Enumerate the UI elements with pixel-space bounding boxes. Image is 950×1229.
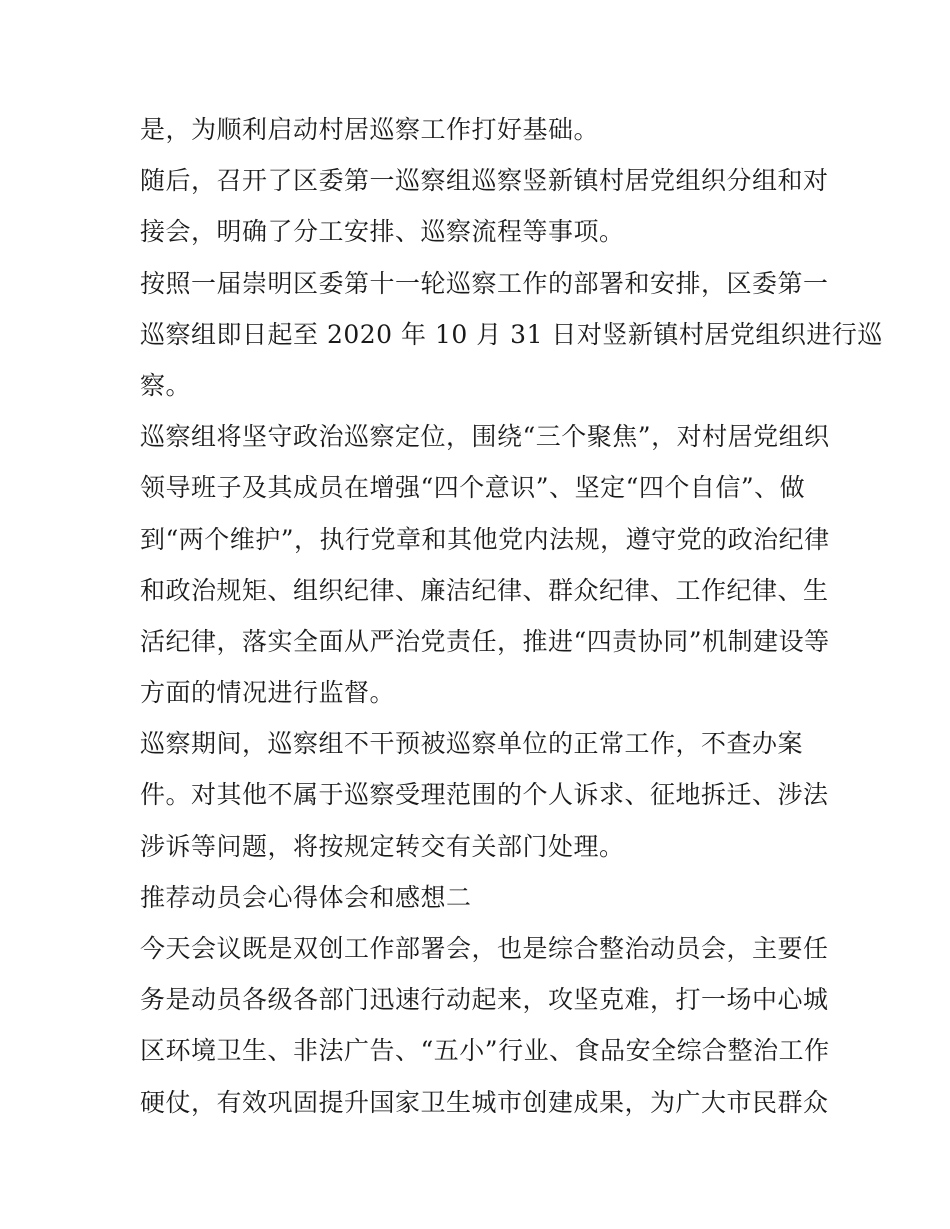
text-line: 区环境卫生、非法广告、“五小”行业、食品安全综合整治工作 (140, 1036, 830, 1066)
text-line: 活纪律，落实全面从严治党责任，推进“四责协同”机制建设等 (140, 626, 830, 656)
text-line: 务是动员各级各部门迅速行动起来，攻坚克难，打一场中心城 (140, 985, 829, 1015)
text-line: 巡察组即日起至 2020 年 10 月 31 日对竖新镇村居党组织进行巡 (140, 319, 883, 349)
text-line: 件。对其他不属于巡察受理范围的个人诉求、征地拆迁、涉法 (140, 780, 829, 810)
document-body (140, 104, 883, 1128)
text-line: 方面的情况进行监督。 (140, 678, 396, 708)
text-line: 巡察组将坚守政治巡察定位，围绕“三个聚焦”，对村居党组织 (140, 422, 830, 452)
text-line: 按照一届崇明区委第十一轮巡察工作的部署和安排，区委第一 (140, 268, 829, 298)
text-line: 涉诉等问题，将按规定转交有关部门处理。 (140, 831, 625, 861)
text-line: 接会，明确了分工安排、巡察流程等事项。 (140, 217, 625, 247)
text-line: 到“两个维护”，执行党章和其他党内法规，遵守党的政治纪律 (140, 524, 830, 554)
text-line: 今天会议既是双创工作部署会，也是综合整治动员会，主要任 (140, 934, 829, 963)
text-line: 领导班子及其成员在增强“四个意识”、坚定“四个自信”、做 (140, 473, 806, 503)
text-line: 随后，召开了区委第一巡察组巡察竖新镇村居党组织分组和对 (140, 166, 829, 196)
text-line: 巡察期间，巡察组不干预被巡察单位的正常工作，不查办案 (140, 729, 804, 759)
text-line: 察。 (140, 370, 192, 400)
text-line: 硬仗，有效巩固提升国家卫生城市创建成果，为广大市民群众 (140, 1087, 829, 1117)
text-line: 和政治规矩、组织纪律、廉洁纪律、群众纪律、工作纪律、生 (140, 575, 829, 605)
text-line: 是，为顺利启动村居巡察工作打好基础。 (140, 115, 600, 144)
section-heading: 推荐动员会心得体会和感想二 (140, 882, 472, 912)
